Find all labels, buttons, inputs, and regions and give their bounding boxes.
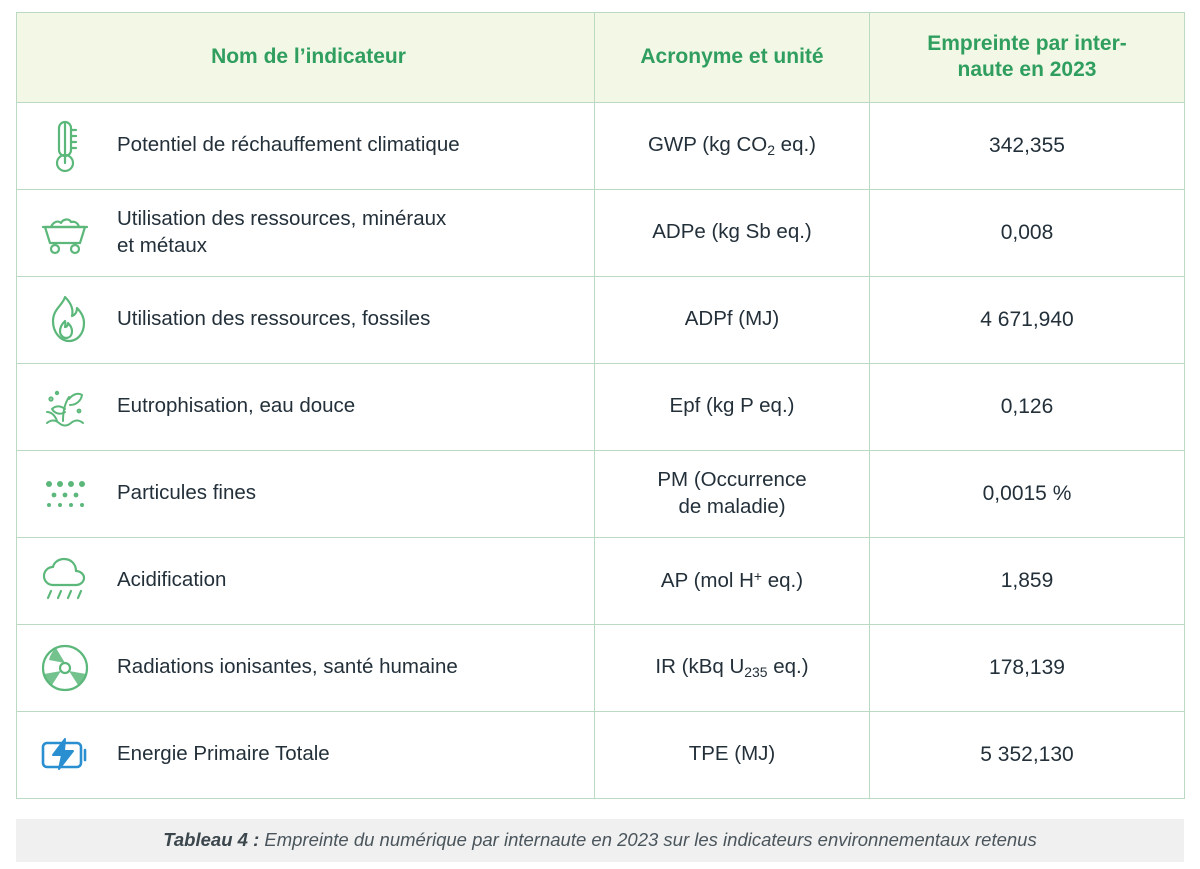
cell-value: 1,859 <box>870 537 1185 624</box>
radiation-icon <box>31 637 99 699</box>
caption-text <box>163 829 1036 850</box>
table-row <box>17 189 1185 276</box>
cell-value: 5 352,130 <box>870 711 1185 798</box>
indicator-name-text <box>117 206 452 259</box>
table-header <box>17 13 1185 103</box>
acronym-pre: AP (mol H <box>660 568 754 592</box>
table-row <box>17 363 1185 450</box>
cell-acronym: Epf (kg P eq.) <box>595 363 870 450</box>
cell-indicator-name <box>17 189 595 276</box>
cell-indicator-name <box>17 363 595 450</box>
indicator-name-line2: et métaux <box>117 233 208 257</box>
battery-bolt-icon <box>31 724 99 786</box>
thermometer-icon <box>31 115 99 177</box>
acronym-sub: 2 <box>767 141 775 158</box>
indicator-name-text: Radiations ionisantes, santé humaine <box>117 655 458 679</box>
table-header-row <box>17 13 1185 103</box>
aquatic-plant-icon <box>31 376 99 438</box>
caption-body: Empreinte du numérique par internaute en 2023 sur les indicateurs environnementaux retenus <box>259 828 1037 850</box>
acronym-post: eq.) <box>762 568 804 592</box>
acronym-post: eq.) <box>774 133 816 156</box>
table-row <box>17 711 1185 798</box>
indicator-name-text: Potentiel de réchauffement climatique <box>117 133 460 157</box>
indicator-name-text: Utilisation des ressources, fossiles <box>117 307 431 331</box>
indicator-name-text: Eutrophisation, eau douce <box>117 394 356 418</box>
table-row <box>17 276 1185 363</box>
cell-value: 178,139 <box>870 624 1185 711</box>
table-row <box>17 537 1185 624</box>
acronym-pre: GWP (kg CO <box>647 133 768 156</box>
acronym-line2: de maladie) <box>678 494 786 518</box>
cell-indicator-name <box>17 624 595 711</box>
cell-acronym: TPE (MJ) <box>595 711 870 798</box>
flame-icon <box>31 289 99 351</box>
fine-particles-icon <box>31 463 99 525</box>
cell-acronym <box>595 450 870 537</box>
cell-value: 0,0015 % <box>870 450 1185 537</box>
acronym-sub: 235 <box>744 663 768 680</box>
column-header-value-line2: naute en 2023 <box>957 58 1097 82</box>
column-header-acronym: Acronyme et unité <box>595 13 870 103</box>
cell-value: 0,008 <box>870 189 1185 276</box>
cell-acronym: ADPf (MJ) <box>595 276 870 363</box>
indicator-name-text: Acidification <box>117 568 227 592</box>
cell-value: 342,355 <box>870 102 1185 189</box>
column-header-value <box>870 13 1185 103</box>
acid-rain-cloud-icon <box>31 550 99 612</box>
table-body <box>17 102 1185 798</box>
cell-indicator-name <box>17 711 595 798</box>
table-row <box>17 624 1185 711</box>
indicator-name-text: Energie Primaire Totale <box>117 742 330 766</box>
mine-cart-icon <box>31 202 99 264</box>
indicator-name-text: Particules fines <box>117 481 257 505</box>
table-row <box>17 450 1185 537</box>
cell-indicator-name <box>17 276 595 363</box>
caption-label: Tableau 4 : <box>163 828 260 850</box>
cell-acronym <box>595 537 870 624</box>
cell-value: 4 671,940 <box>870 276 1185 363</box>
acronym-pre: IR (kBq U <box>655 655 745 678</box>
cell-acronym: ADPe (kg Sb eq.) <box>595 189 870 276</box>
cell-value: 0,126 <box>870 363 1185 450</box>
cell-indicator-name <box>17 537 595 624</box>
indicator-name-line1: Utilisation des ressources, minéraux <box>117 206 447 230</box>
column-header-value-line1: Empreinte par inter- <box>927 32 1127 55</box>
column-header-name: Nom de l’indicateur <box>17 13 595 103</box>
cell-indicator-name <box>17 102 595 189</box>
cell-acronym <box>595 624 870 711</box>
table-caption <box>16 819 1184 862</box>
table-row <box>17 102 1185 189</box>
indicators-table <box>16 12 1185 799</box>
cell-indicator-name <box>17 450 595 537</box>
acronym-post: eq.) <box>767 655 809 678</box>
acronym-line1: PM (Occurrence <box>657 467 807 491</box>
cell-acronym <box>595 102 870 189</box>
acronym-sup: + <box>753 567 763 584</box>
